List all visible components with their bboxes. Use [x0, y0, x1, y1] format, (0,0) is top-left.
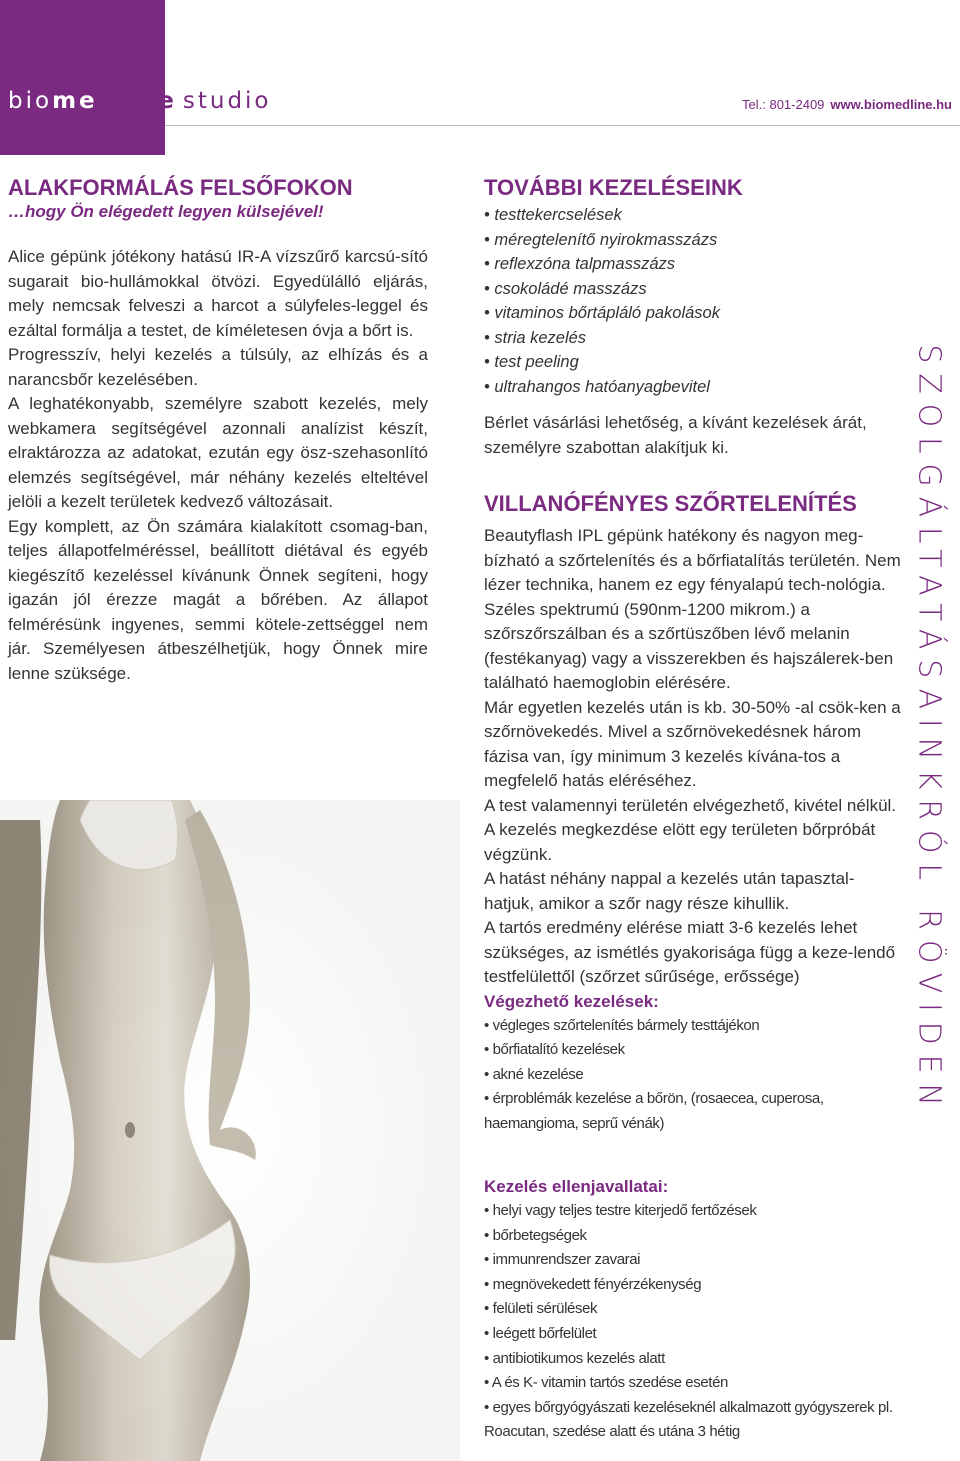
list-item: • egyes bőrgyógyászati kezeléseknél alkalmazott gyógyszerek pl. Roacutan, szedése alatt és utána 3 hétig	[484, 1398, 893, 1441]
list-item: • A és K- vitamin tartós szedése esetén	[484, 1374, 728, 1392]
intro-paragraph: Alice gépünk jótékony hatású IR-A vízszűrő karcsú-sító sugarait bio-hullámokkal ötvözi. Egyedülálló eljárás, mely nemcsak felveszi a harcot a súlyfeles-leggel és ezáltal formálja a testet, de kíméletesen óvja a bőrt is.	[8, 247, 428, 340]
brand-logo-part: dline	[97, 88, 177, 114]
list-item: • antibiotikumos kezelés alatt	[484, 1349, 665, 1367]
side-title-text: SZOLGÁLTATÁSAINKRÓL RÖVIDEN	[911, 344, 947, 1116]
list-item: • vitaminos bőrtápláló pakolások	[484, 304, 720, 322]
list-item: • méregtelenítő nyirokmasszázs	[484, 230, 718, 249]
list-item: • bőrbetegségek	[484, 1226, 587, 1244]
brand-logo	[8, 88, 272, 114]
header-contact	[742, 97, 952, 112]
doable-treatments-list	[484, 1014, 904, 1137]
further-treatments-list	[484, 203, 904, 399]
brand-logo-part: bio	[8, 88, 53, 114]
figure-shading	[0, 800, 460, 1461]
ipl-paragraph: A test valamennyi területén elvégezhető, kivétel nélkül. A kezelés megkezdése elött egy területen bőrpróbát végzünk.	[484, 795, 897, 864]
body-figure-image	[0, 800, 460, 1461]
ipl-paragraph: A tartós eredmény elérése miatt 3-6 kezelés lehet szükséges, az ismétlés gyakorisága függ a keze-lendő testfelülettől (szőrzet sűrűsége, erőssége)	[484, 918, 896, 986]
ipl-paragraph: Beautyflash IPL gépünk hatékony és nagyon meg-bízható a szőrtelenítés és a bőrfiatalítás területén. Nem lézer technika, hanem ez egy fényalapú tech-nológia. Széles spektrumú (590nm-1200 mikrom.) a szőrszőrszálban és a szőrtüszőben lévő melanin (festékanyag) vagy a visszerekben és hajszálerek-ben található haemoglobin elérésére.	[484, 526, 901, 692]
list-item: • stria kezelés	[484, 328, 587, 347]
doable-treatments-title: Végezhető kezelések:	[484, 991, 659, 1011]
list-item: • testtekercselések	[484, 206, 622, 224]
contraindications-section	[484, 1175, 924, 1445]
brand-logo-part: studio	[182, 88, 272, 114]
website-link[interactable]: www.biomedline.hu	[830, 97, 952, 112]
header-divider	[165, 125, 960, 126]
list-item: • érproblémák kezelése a bőrön, (rosaecea, cuperosa, haemangioma, seprű vénák)	[484, 1090, 824, 1132]
ipl-paragraph: Már egyetlen kezelés után is kb. 30-50% -al csök-ken a szőrnövekedés. Mivel a szőrnövekedésnek három fázisa van, így minimum 3 kezelés kívána-tos a megfelelő hatás eléréséhez.	[484, 697, 901, 790]
package-paragraph: Egy komplett, az Ön számára kialakított csomag-ban, teljes állapotfelméréssel, beállított diétával és egyéb kiegészítő kezeléssel kívánunk Önnek segíteni, hogy igazán jól érezze magát a bőrében. Az állapot felmérésünk ingyenes, semmi kötele-zettséggel nem jár. Személyesen átbeszélhetjük, hogy Önnek mire lenne szüksége.	[8, 516, 428, 683]
contraindications-title: Kezelés ellenjavallatai:	[484, 1177, 669, 1196]
list-item: • végleges szőrtelenítés bármely testtájékon	[484, 1016, 760, 1034]
header-brand-bar	[0, 0, 165, 155]
list-item: • test peeling	[484, 353, 579, 371]
list-item: • immunrendszer zavarai	[484, 1251, 641, 1269]
contraindications-list	[484, 1199, 924, 1445]
page-subtitle: …hogy Ön elégedett legyen külsejével!	[8, 202, 324, 221]
list-item: • leégett bőrfelület	[484, 1324, 597, 1342]
further-treatments-title: TOVÁBBI KEZELÉSEINK	[484, 175, 743, 200]
ipl-title: VILLANÓFÉNYES SZŐRTELENÍTÉS	[484, 491, 857, 516]
list-item: • bőrfiatalító kezelések	[484, 1041, 625, 1059]
list-item: • ultrahangos hatóanyagbevitel	[484, 377, 710, 396]
list-item: • reflexzóna talpmasszázs	[484, 255, 676, 273]
list-item: • akné kezelése	[484, 1065, 584, 1083]
page-title: ALAKFORMÁLÁS FELSŐFOKON	[8, 175, 353, 200]
middle-column	[484, 174, 904, 1136]
phone-number: Tel.: 801-2409	[742, 97, 825, 112]
ipl-paragraph: A hatást néhány nappal a kezelés után tapasztal-hatjuk, amikor a szőr nagy része kihullik.	[484, 869, 855, 913]
subscription-note: Bérlet vásárlási lehetőség, a kívánt kezelések árát, személyre szabottan alakítjuk ki.	[484, 413, 867, 457]
progressive-paragraph: Progresszív, helyi kezelés a túlsúly, az elhízás és a narancsbőr kezelésében.	[8, 345, 428, 389]
analysis-paragraph: A leghatékonyabb, személyre szabott kezelés, mely webkamera segítségével azonnali analízist készít, elraktározza az adatokat, ezután egy ösz-szehasonlító elemzés segítségével, már néhány kezelés elteltével jelöli a kezelt területek kedvező változásait.	[8, 394, 428, 511]
side-title	[903, 340, 955, 1120]
brand-logo-part: me	[52, 88, 98, 114]
list-item: • megnövekedett fényérzékenység	[484, 1275, 702, 1293]
list-item: • helyi vagy teljes testre kiterjedő fertőzések	[484, 1202, 757, 1219]
list-item: • csokoládé masszázs	[484, 279, 647, 298]
left-column	[8, 174, 428, 686]
list-item: • felületi sérülések	[484, 1300, 598, 1318]
